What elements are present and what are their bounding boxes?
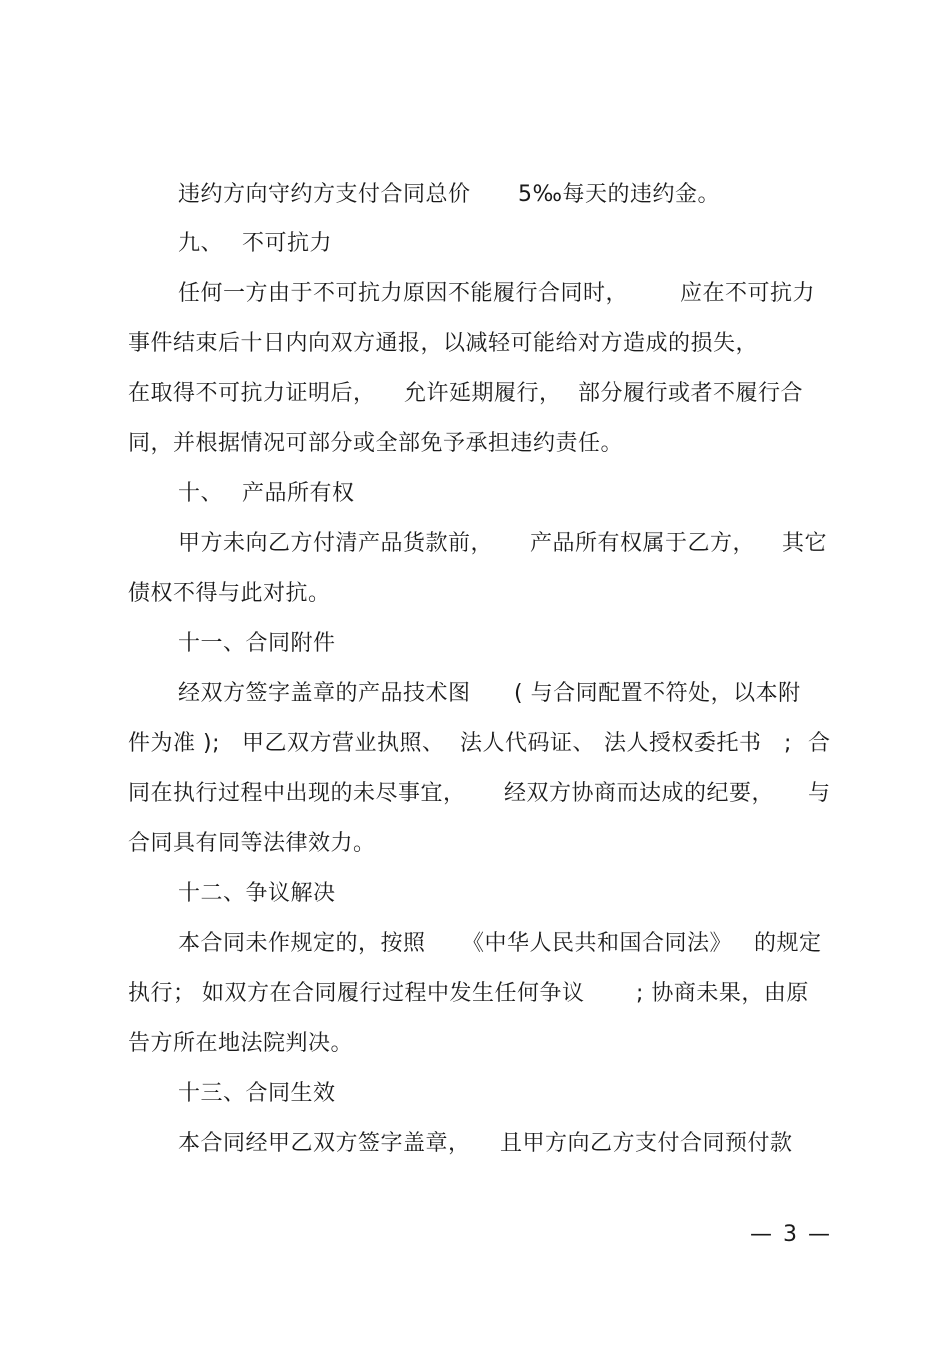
text-segment: 法人授权委托书 [604,731,762,756]
text-segment: 同，并根据情况可部分或全部免予承担违约责任。 [128,431,624,456]
text-segment: 如双方在合同履行过程中发生任何争议 [202,981,585,1006]
text-segment: 经双方签字盖章的产品技术图 [178,681,471,706]
text-segment: 部分履行或者不履行合 [578,381,804,406]
text-segment: ; 协商未果，由原 [636,981,809,1006]
text-segment: 告方所在地法院判决。 [128,1031,354,1056]
section-number: 十、 [178,481,224,506]
text-segment: 合 [808,731,831,756]
text-segment: 产品所有权属于乙方， [530,531,756,556]
text-segment: 且甲方向乙方支付合同预付款 [500,1131,793,1156]
text-segment: 其它 [782,531,828,556]
text-segment: 与 [808,781,831,806]
text-segment: 执行； [128,981,196,1006]
section-title: 产品所有权 [242,481,355,506]
text-segment: 甲乙双方营业执照、 [242,731,445,756]
text-segment: 法人代码证、 [460,731,596,756]
text-segment: 本合同经甲乙双方签字盖章， [178,1131,471,1156]
text-segment: 合同具有同等法律效力。 [128,831,376,856]
text-segment: 同在执行过程中出现的未尽事宜， [128,781,466,806]
text-segment: 在取得不可抗力证明后， [128,381,376,406]
section-title: 十三、合同生效 [178,1081,336,1106]
section-number: 九、 [178,231,224,256]
section-title: 不可抗力 [242,231,333,256]
text-segment: ( 与合同配置不符处，以本附 [514,681,801,706]
text-segment: 经双方协商而达成的纪要， [504,781,775,806]
text-segment: 违约方向守约方支付合同总价 [178,182,471,207]
text-segment: 应在不可抗力 [680,281,816,306]
section-title: 十二、争议解决 [178,881,336,906]
text-segment: 5‰每天的违约金。 [518,182,721,207]
text-segment: 事件结束后十日内向双方通报，以减轻可能给对方造成的损失， [128,331,759,356]
text-segment: ; [784,731,792,756]
section-title: 十一、合同附件 [178,631,336,656]
text-segment: 《中华人民共和国合同法》 [462,931,733,956]
text-segment: 允许延期履行， [404,381,562,406]
text-segment: 的规定 [754,931,822,956]
text-segment: 本合同未作规定的，按照 [178,931,426,956]
text-segment: 债权不得与此对抗。 [128,581,331,606]
text-segment: 任何一方由于不可抗力原因不能履行合同时， [178,281,629,306]
page-number: — 3 — [750,1222,832,1247]
text-segment: 件为准 ); [128,731,220,756]
text-segment: 甲方未向乙方付清产品货款前， [178,531,494,556]
